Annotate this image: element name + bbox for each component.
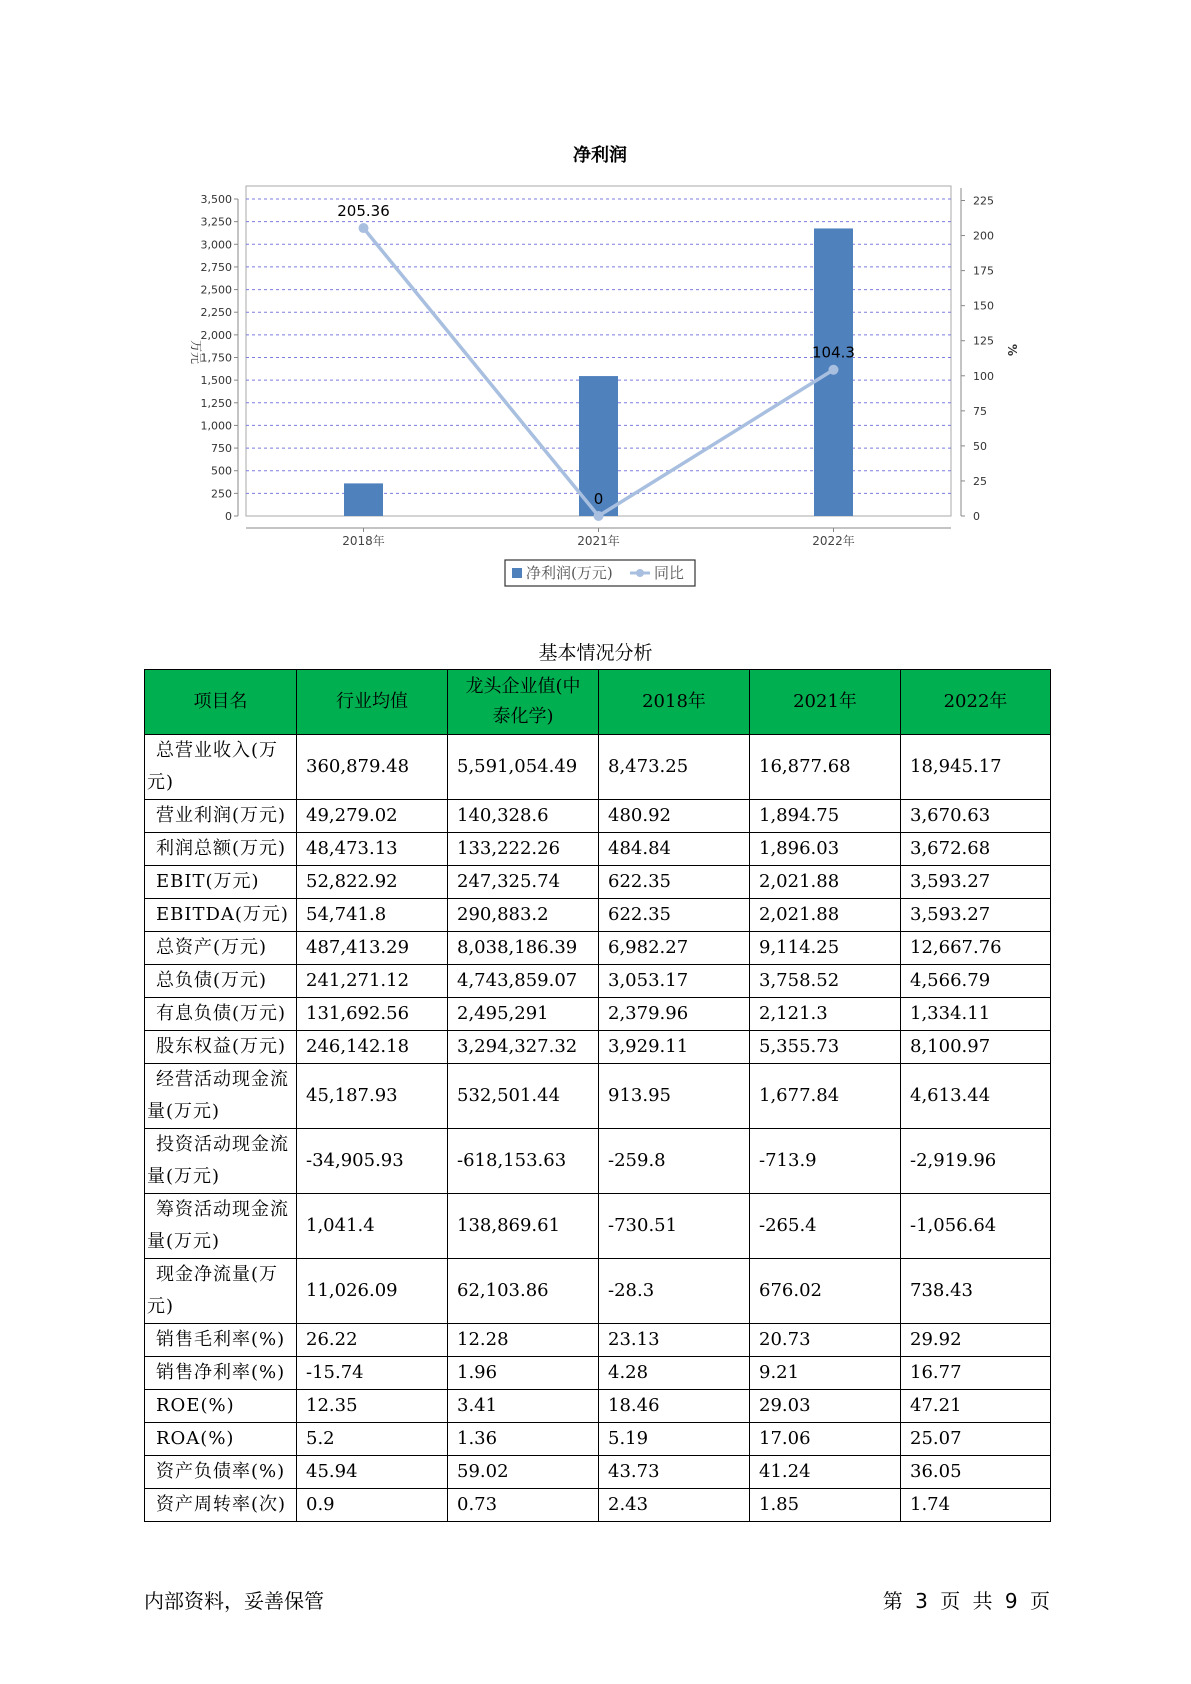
table-row (145, 1324, 1051, 1357)
row-value-cell: 52,822.92 (297, 866, 448, 899)
y-tick-label: 750 (211, 442, 232, 456)
row-value-cell: 3,053.17 (599, 965, 750, 998)
y2-axis-title: % (1005, 343, 1019, 357)
x-tick-label: 2021年 (577, 534, 620, 548)
row-value-cell: 0.9 (297, 1489, 448, 1522)
y-tick-label: 1,250 (200, 396, 232, 410)
row-value-cell: 36.05 (901, 1456, 1051, 1489)
point-yoy-2022年 (829, 365, 839, 375)
y2-tick-label: 75 (973, 404, 987, 418)
y-tick-label: 2,750 (200, 260, 232, 274)
y-tick-label: 2,000 (200, 328, 232, 342)
legend-label-yoy: 同比 (654, 564, 685, 582)
row-value-cell: 3,294,327.32 (448, 1031, 599, 1064)
row-value-cell: 290,883.2 (448, 899, 599, 932)
table-row (145, 932, 1051, 965)
row-value-cell: 532,501.44 (448, 1064, 599, 1129)
row-value-cell: -15.74 (297, 1357, 448, 1390)
y-tick-label: 250 (211, 487, 232, 501)
row-item-name: 利润总额(万元) (145, 833, 297, 866)
x-tick-label: 2022年 (812, 534, 855, 548)
y-tick-label: 1,750 (200, 351, 232, 365)
x-tick-label: 2018年 (342, 534, 385, 548)
y2-tick-label: 225 (973, 194, 994, 208)
row-value-cell: 3.41 (448, 1390, 599, 1423)
y2-tick-label: 50 (973, 439, 987, 453)
row-value-cell: 9,114.25 (750, 932, 901, 965)
row-value-cell: -618,153.63 (448, 1129, 599, 1194)
row-value-cell: 0.73 (448, 1489, 599, 1522)
table-body (145, 735, 1051, 1522)
row-value-cell: -1,056.64 (901, 1194, 1051, 1259)
row-value-cell: 4.28 (599, 1357, 750, 1390)
row-value-cell: 480.92 (599, 800, 750, 833)
table-row (145, 1259, 1051, 1324)
point-yoy-2021年 (594, 511, 604, 521)
point-yoy-2018年 (359, 223, 369, 233)
row-value-cell: 6,982.27 (599, 932, 750, 965)
header-leader-value: 龙头企业值(中泰化学) (448, 670, 599, 735)
header-item-name: 项目名 (145, 670, 297, 735)
row-value-cell: -730.51 (599, 1194, 750, 1259)
row-value-cell: 16.77 (901, 1357, 1051, 1390)
row-value-cell: 1,677.84 (750, 1064, 901, 1129)
row-item-name: 经营活动现金流量(万元) (145, 1064, 297, 1129)
data-label-yoy: 104.3 (812, 343, 855, 362)
row-value-cell: 246,142.18 (297, 1031, 448, 1064)
row-value-cell: 913.95 (599, 1064, 750, 1129)
y-tick-label: 3,500 (200, 193, 232, 206)
table-row (145, 899, 1051, 932)
row-value-cell: 41.24 (750, 1456, 901, 1489)
row-value-cell: 138,869.61 (448, 1194, 599, 1259)
row-value-cell: 676.02 (750, 1259, 901, 1324)
row-item-name: 现金净流量(万元) (145, 1259, 297, 1324)
row-value-cell: 12.35 (297, 1390, 448, 1423)
row-value-cell: 622.35 (599, 899, 750, 932)
row-value-cell: 48,473.13 (297, 833, 448, 866)
row-value-cell: 12.28 (448, 1324, 599, 1357)
row-value-cell: -265.4 (750, 1194, 901, 1259)
row-item-name: 资产负债率(%) (145, 1456, 297, 1489)
table-row (145, 1194, 1051, 1259)
legend-swatch-yoy-dot (636, 569, 644, 577)
y-tick-label: 1,500 (200, 374, 232, 388)
y-tick-label: 3,000 (200, 238, 232, 252)
row-item-name: 投资活动现金流量(万元) (145, 1129, 297, 1194)
row-value-cell: 20.73 (750, 1324, 901, 1357)
row-item-name: 总营业收入(万元) (145, 735, 297, 800)
y-tick-label: 1,000 (200, 419, 232, 433)
y-axis-title: 万元 (189, 339, 203, 365)
row-item-name: 有息负债(万元) (145, 998, 297, 1031)
data-label-yoy: 205.36 (337, 202, 390, 221)
row-item-name: 销售净利率(%) (145, 1357, 297, 1390)
table-row (145, 998, 1051, 1031)
row-value-cell: 29.03 (750, 1390, 901, 1423)
table-row (145, 1489, 1051, 1522)
table-row (145, 833, 1051, 866)
row-value-cell: 1,334.11 (901, 998, 1051, 1031)
header-2021: 2021年 (750, 670, 901, 735)
row-value-cell: 12,667.76 (901, 932, 1051, 965)
row-value-cell: 3,672.68 (901, 833, 1051, 866)
footer-confidential-note: 内部资料，妥善保管 (144, 1589, 324, 1613)
table-title: 基本情况分析 (538, 642, 653, 664)
table-row (145, 735, 1051, 800)
row-item-name: EBIT(万元) (145, 866, 297, 899)
table-row (145, 800, 1051, 833)
y2-tick-label: 0 (973, 510, 980, 523)
row-value-cell: 45.94 (297, 1456, 448, 1489)
net-profit-chart (0, 0, 1191, 600)
row-value-cell: 49,279.02 (297, 800, 448, 833)
row-value-cell: 3,593.27 (901, 899, 1051, 932)
row-value-cell: 18,945.17 (901, 735, 1051, 800)
table-row (145, 1423, 1051, 1456)
row-value-cell: 5.19 (599, 1423, 750, 1456)
row-value-cell: 738.43 (901, 1259, 1051, 1324)
row-item-name: 营业利润(万元) (145, 800, 297, 833)
row-item-name: 资产周转率(次) (145, 1489, 297, 1522)
row-value-cell: 2,379.96 (599, 998, 750, 1031)
header-industry-avg: 行业均值 (297, 670, 448, 735)
row-value-cell: 8,038,186.39 (448, 932, 599, 965)
row-value-cell: 9.21 (750, 1357, 901, 1390)
row-value-cell: 3,929.11 (599, 1031, 750, 1064)
row-value-cell: 54,741.8 (297, 899, 448, 932)
row-value-cell: 140,328.6 (448, 800, 599, 833)
data-label-yoy: 0 (593, 490, 604, 508)
footer-page-number: 第 3 页 共 9 页 (882, 1589, 1050, 1613)
row-value-cell: 2,021.88 (750, 866, 901, 899)
chart-title: 净利润 (573, 145, 627, 166)
basic-analysis-table (144, 669, 1051, 1522)
row-value-cell: 1,894.75 (750, 800, 901, 833)
row-value-cell: 62,103.86 (448, 1259, 599, 1324)
y2-tick-label: 175 (973, 264, 994, 278)
row-value-cell: 4,566.79 (901, 965, 1051, 998)
y-tick-label: 0 (225, 510, 232, 523)
row-value-cell: 2.43 (599, 1489, 750, 1522)
table-row (145, 1031, 1051, 1064)
row-value-cell: 16,877.68 (750, 735, 901, 800)
row-value-cell: 25.07 (901, 1423, 1051, 1456)
table-row (145, 1390, 1051, 1423)
row-item-name: ROA(%) (145, 1423, 297, 1456)
row-value-cell: 11,026.09 (297, 1259, 448, 1324)
row-value-cell: 1.36 (448, 1423, 599, 1456)
row-value-cell: 1.74 (901, 1489, 1051, 1522)
row-value-cell: 2,495,291 (448, 998, 599, 1031)
table-header-row (145, 670, 1051, 735)
row-value-cell: 8,100.97 (901, 1031, 1051, 1064)
row-value-cell: -2,919.96 (901, 1129, 1051, 1194)
y2-tick-label: 100 (973, 369, 994, 383)
row-value-cell: 47.21 (901, 1390, 1051, 1423)
row-item-name: 筹资活动现金流量(万元) (145, 1194, 297, 1259)
row-value-cell: 247,325.74 (448, 866, 599, 899)
legend-label-net-profit: 净利润(万元) (526, 564, 613, 582)
row-value-cell: 17.06 (750, 1423, 901, 1456)
row-value-cell: 8,473.25 (599, 735, 750, 800)
row-value-cell: 59.02 (448, 1456, 599, 1489)
row-value-cell: 1,041.4 (297, 1194, 448, 1259)
row-value-cell: 45,187.93 (297, 1064, 448, 1129)
y-tick-label: 2,250 (200, 306, 232, 320)
y2-tick-label: 25 (973, 474, 987, 488)
header-2022: 2022年 (901, 670, 1051, 735)
chart-svg (0, 0, 1191, 600)
y2-tick-label: 125 (973, 334, 994, 348)
table-row (145, 965, 1051, 998)
row-value-cell: 23.13 (599, 1324, 750, 1357)
table-row (145, 1357, 1051, 1390)
row-value-cell: 1.96 (448, 1357, 599, 1390)
table-row (145, 866, 1051, 899)
row-value-cell: 5.2 (297, 1423, 448, 1456)
row-value-cell: -28.3 (599, 1259, 750, 1324)
row-value-cell: 360,879.48 (297, 735, 448, 800)
row-value-cell: 2,121.3 (750, 998, 901, 1031)
y2-tick-label: 200 (973, 229, 994, 243)
row-value-cell: -713.9 (750, 1129, 901, 1194)
row-value-cell: 1.85 (750, 1489, 901, 1522)
row-value-cell: 18.46 (599, 1390, 750, 1423)
y-tick-label: 2,500 (200, 283, 232, 297)
row-item-name: 总资产(万元) (145, 932, 297, 965)
y2-tick-label: 150 (973, 299, 994, 313)
row-item-name: 销售毛利率(%) (145, 1324, 297, 1357)
y-tick-label: 500 (211, 464, 232, 478)
row-value-cell: 3,758.52 (750, 965, 901, 998)
row-value-cell: 1,896.03 (750, 833, 901, 866)
row-value-cell: 2,021.88 (750, 899, 901, 932)
row-value-cell: 133,222.26 (448, 833, 599, 866)
row-value-cell: 622.35 (599, 866, 750, 899)
table-row (145, 1456, 1051, 1489)
row-value-cell: 3,670.63 (901, 800, 1051, 833)
row-item-name: EBITDA(万元) (145, 899, 297, 932)
row-value-cell: -34,905.93 (297, 1129, 448, 1194)
row-value-cell: 29.92 (901, 1324, 1051, 1357)
row-value-cell: 5,591,054.49 (448, 735, 599, 800)
bar-net-profit-2018年 (344, 483, 383, 516)
row-item-name: 总负债(万元) (145, 965, 297, 998)
legend-swatch-net-profit (512, 568, 522, 578)
row-value-cell: 241,271.12 (297, 965, 448, 998)
row-value-cell: 4,743,859.07 (448, 965, 599, 998)
table-row (145, 1129, 1051, 1194)
row-value-cell: -259.8 (599, 1129, 750, 1194)
row-item-name: 股东权益(万元) (145, 1031, 297, 1064)
row-value-cell: 487,413.29 (297, 932, 448, 965)
row-item-name: ROE(%) (145, 1390, 297, 1423)
y-tick-label: 3,250 (200, 215, 232, 229)
row-value-cell: 4,613.44 (901, 1064, 1051, 1129)
row-value-cell: 131,692.56 (297, 998, 448, 1031)
row-value-cell: 5,355.73 (750, 1031, 901, 1064)
header-2018: 2018年 (599, 670, 750, 735)
row-value-cell: 484.84 (599, 833, 750, 866)
row-value-cell: 3,593.27 (901, 866, 1051, 899)
table-row (145, 1064, 1051, 1129)
row-value-cell: 26.22 (297, 1324, 448, 1357)
row-value-cell: 43.73 (599, 1456, 750, 1489)
